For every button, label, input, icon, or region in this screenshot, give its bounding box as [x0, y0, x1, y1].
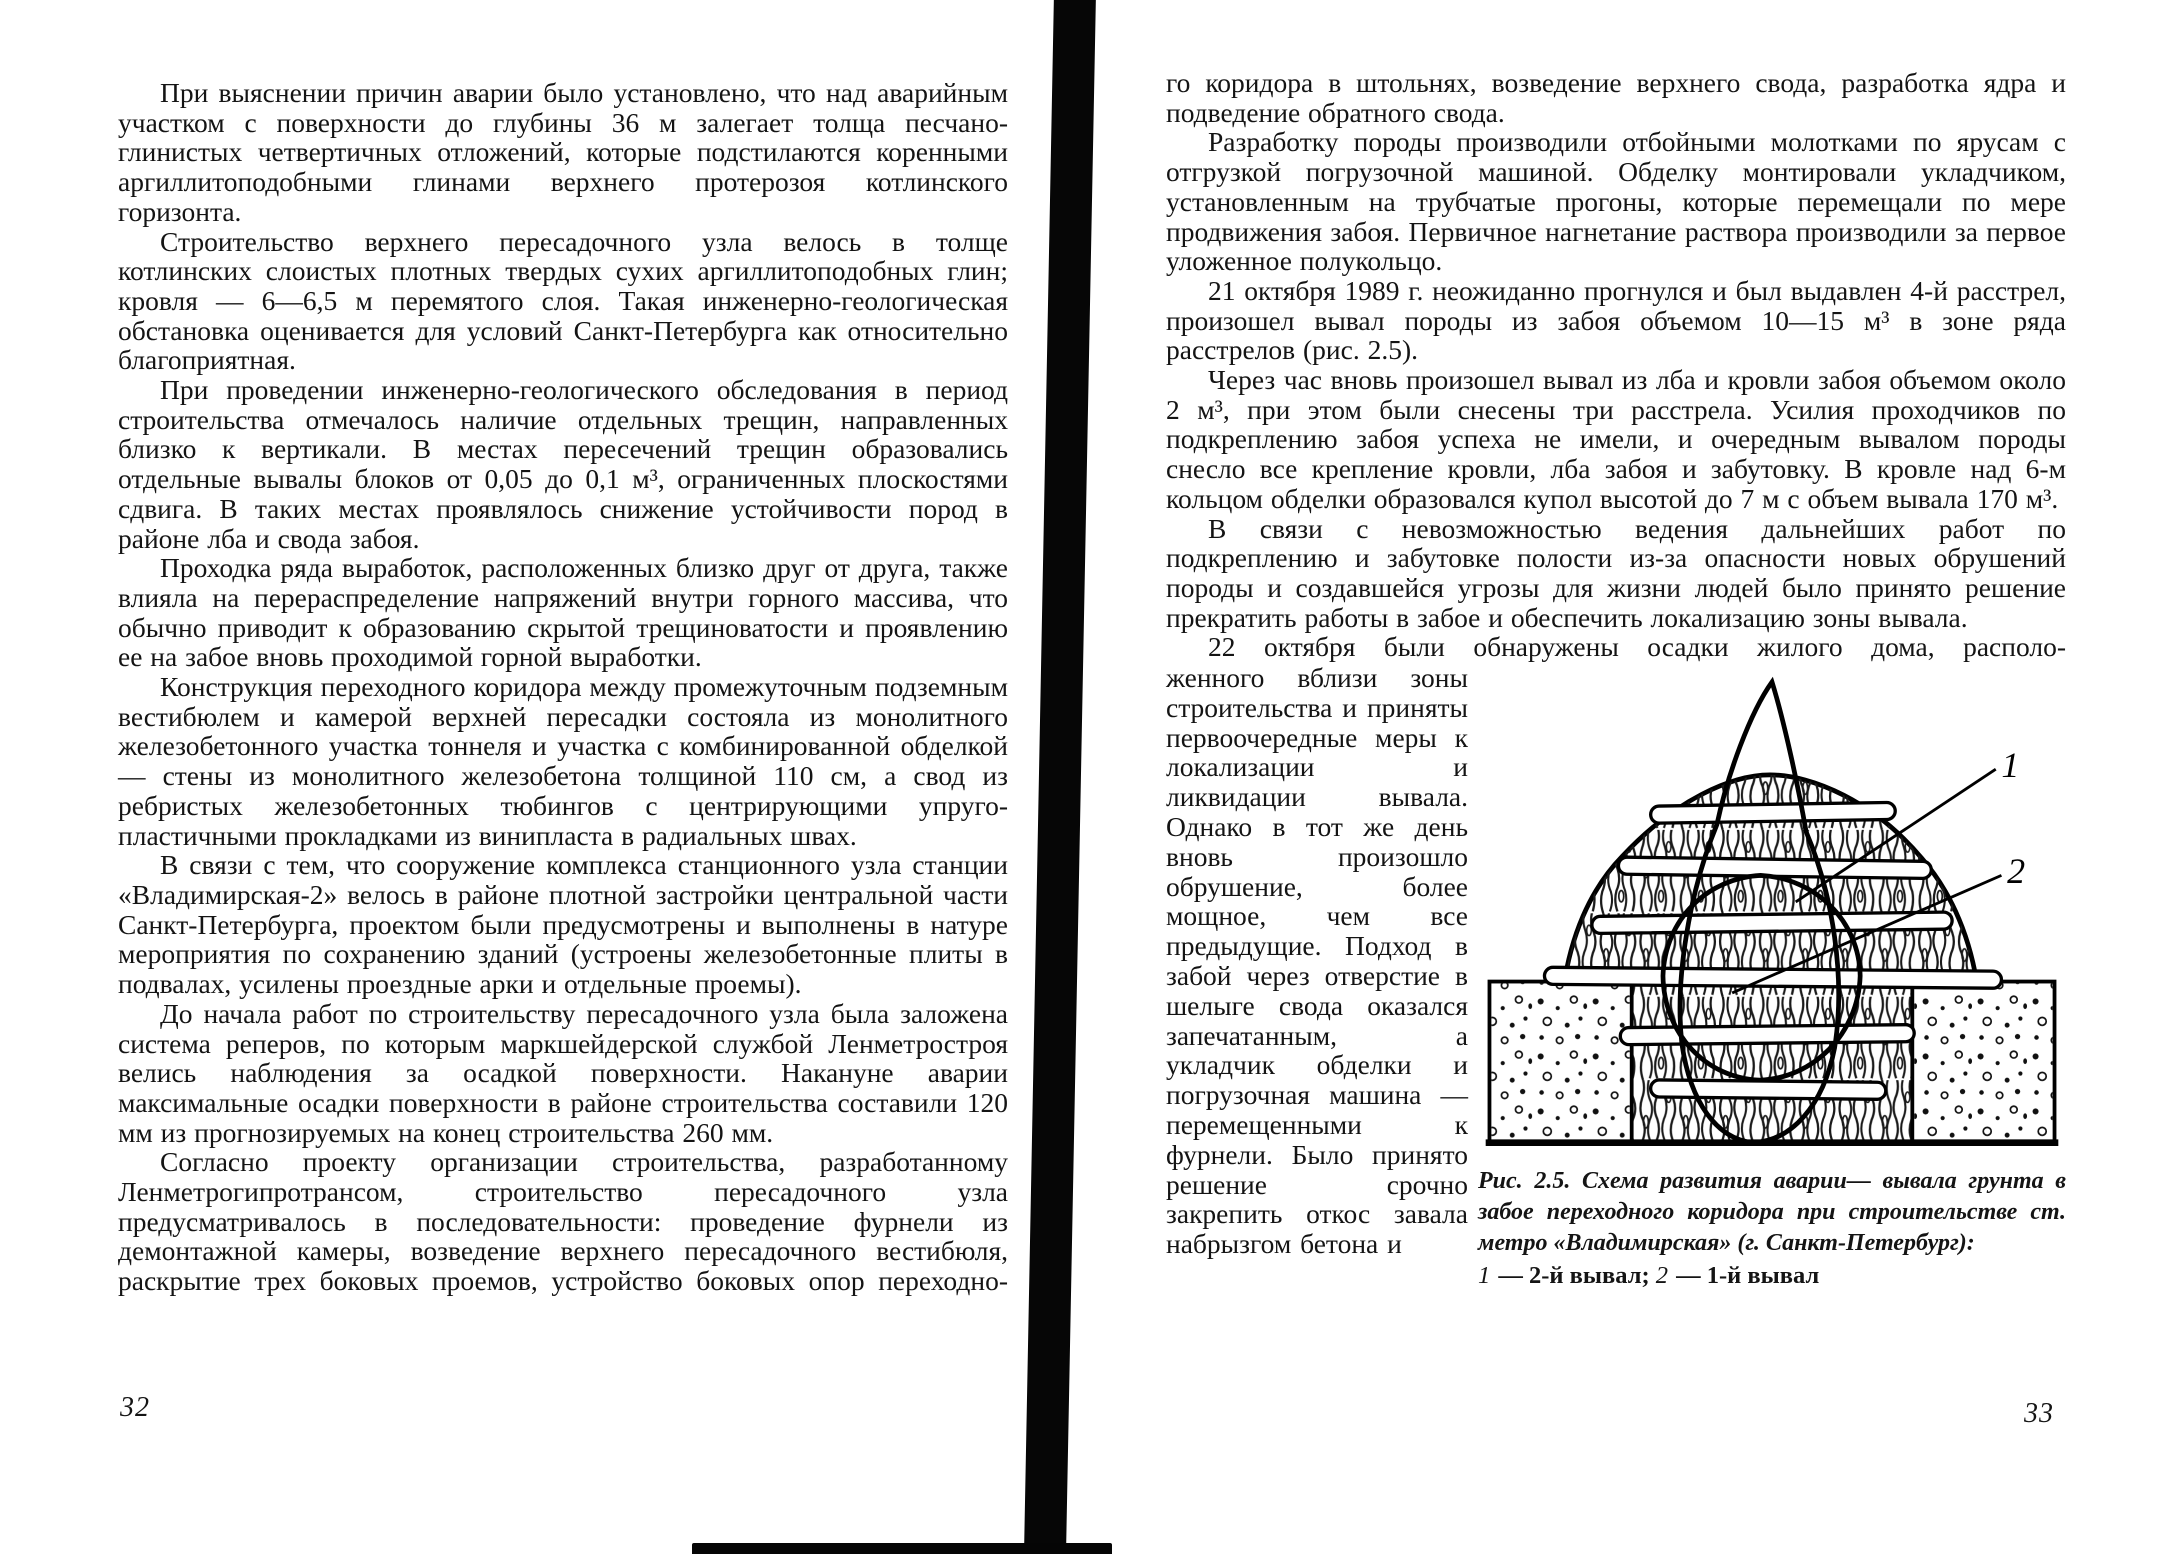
legend-text-2: — 1-й вывал [1670, 1262, 1820, 1290]
figure-drawing [1478, 663, 2066, 1156]
tube-prop [1651, 1080, 1886, 1100]
paragraph: 21 октября 1989 г. неожиданно прогнулся и был выдавлен 4-й расстрел, произошел вывал породы из забоя объемом 10—15 м³ в зоне ряда расстрелов (рис. 2.5). [1166, 274, 2066, 366]
tube-prop [1544, 967, 2001, 988]
paragraph: Конструкция переходного коридора между промежуточным подземным вестибюлем и камерой верхней пересадки состояла из монолитного железобетонного участка тоннеля и участка с комбинированной обделкой — стены из монолитного железобетона толщиной 110 см, а свод из ребристых железобетонных тюбингов с центрирующими упруго-пластичными прокладками из винипласта в радиальных швах. [118, 671, 1008, 851]
figure-label-1: 1 [2001, 744, 2020, 785]
paragraph: В связи с невозможностью ведения дальнейших работ по подкреплению и забутовке полости из-за опасности новых обрушений породы и создавшейся угрозы для жизни людей было принято решение прекратить работы в забое и обеспечить локализацию зоны вывала. [1166, 512, 2066, 633]
paragraph: При проведении инженерно-геологического обследования в период строительства отмечалось наличие отдельных трещин, направленных близко к вертикали. В местах пересечений трещин образовались отдельные вывалы блоков от 0,05 до 0,1 м³, ограниченных плоскостями сдвига. В таких местах проявлялось снижение устойчивости пород в районе лба и свода забоя. [118, 374, 1008, 554]
page-number-left: 32 [120, 1392, 150, 1423]
paragraph: го коридора в штольнях, возведение верхнего свода, разработка ядра и подведение обратного свода. [1166, 67, 2066, 128]
paragraph: Проходка ряда выработок, расположенных близко друг от друга, также влияла на перераспределение напряжений внутри горного массива, что обычно приводит к образованию скрытой трещиноватости и проявлению ее на забое вновь проходимой горной выработки. [118, 552, 1008, 673]
paragraph: При выяснении причин аварии было установлено, что над аварийным участком с поверхности до глубины 36 м залегает толща песчано-глинистых четвертичных отложений, которые подстилаются коренными аргиллитоподобными глинами верхнего протерозоя котлинского горизонта. [118, 77, 1008, 227]
paragraph: В связи с тем, что сооружение комплекса станционного узла станции «Владимирская-2» велось в районе плотной застройки центральной части Санкт-Петербурга, проектом были предусмотрены и выполнены в натуре мероприятия по сохранению зданий (устроены железобетонные плиты в подвалах, усилены проездные арки и отдельные проемы). [118, 849, 1008, 1000]
legend-key-1: 1 [1478, 1262, 1491, 1290]
narrow-text-column: женного вблизи зоны строительства и приняты первоочередные меры к локализации и ликвидации вывала. Однако в тот же день вновь произошло обрушение, более мощное, чем все предыдущие. Подход в забой через отверстие в шелыге свода оказался запечатанным, а укладчик обделки и погрузочная машина — перемещенными к фурнели. Было принято решение срочно закрепить откос завала набрызгом бетона и [1166, 662, 1468, 1260]
tube-prop [1592, 912, 1952, 933]
tube-prop [1651, 802, 1896, 823]
figure-caption: Рис. 2.5. Схема развития аварии— вывала грунта в забое переходного коридора при строительстве ст. метро «Владимирская» (г. Санкт-Петербург): [1478, 1168, 2066, 1257]
paragraph: Через час вновь произошел вывал из лба и кровли забоя объемом около 2 м³, при этом были снесены три расстрела. Усилия проходчиков по подкреплению забоя успеха не имели, и очередным вывалом породы снесло все крепление кровли, лба забоя и забутовку. В кровле над 6-м кольцом обделки образовался купол высотой до 7 м с объем вывала 170 м³. [1166, 364, 2066, 514]
figure-label-2: 2 [2007, 851, 2026, 892]
tube-prop [1620, 1025, 1914, 1045]
page-right [1166, 68, 2066, 1291]
paragraph: Строительство верхнего пересадочного узла велось в толще котлинских слоистых плотных твердых сухих аргиллитоподобных глин; кровля — 6—6,5 м перемятого слоя. Такая инженерно-геологическая обстановка оценивается для условий Санкт-Петербурга как относительно благоприятная. [118, 225, 1008, 376]
legend-text-1: — 2-й вывал; [1492, 1262, 1656, 1290]
concrete-block-right [1912, 982, 2054, 1143]
page-number-right: 33 [2024, 1398, 2054, 1429]
legend-key-2: 2 [1655, 1262, 1668, 1290]
figure [1478, 663, 2066, 1291]
paragraph: До начала работ по строительству пересадочного узла была заложена система реперов, по которым маркшейдерской службой Ленметростроя велись наблюдения за осадкой поверхности. Накануне аварии максимальные осадки поверхности в районе строительства составили 120 мм из прогнозируемых на конец строительства 260 мм. [118, 997, 1008, 1148]
page-left [118, 78, 1008, 1296]
concrete-block-left [1489, 982, 1631, 1143]
paragraph: Согласно проекту организации строительства, разработанному Ленметрогипротрансом, строительство пересадочного узла предусматривалось в последовательности: проведение фурнели из демонтажной камеры, возведение верхнего пересадочного вестибюля, раскрытие трех боковых проемов, устройство боковых опор переходно- [118, 1146, 1008, 1297]
figure-row [1166, 663, 2066, 1291]
paragraph-intro: 22 октября были обнаружены осадки жилого дома, располо- [1208, 631, 2066, 663]
figure-legend [1478, 1260, 2066, 1291]
bottom-scan-bar [692, 1543, 1112, 1554]
gutter-shadow [1024, 0, 1096, 1554]
paragraph: Разработку породы производили отбойными молотками по ярусам с отгрузкой погрузочной машиной. Обделку монтировали укладчиком, установленным на трубчатые прогоны, которые перемещали по мере продвижения забоя. Первичное нагнетание раствора производили за первое уложенное полукольцо. [1166, 126, 2066, 277]
